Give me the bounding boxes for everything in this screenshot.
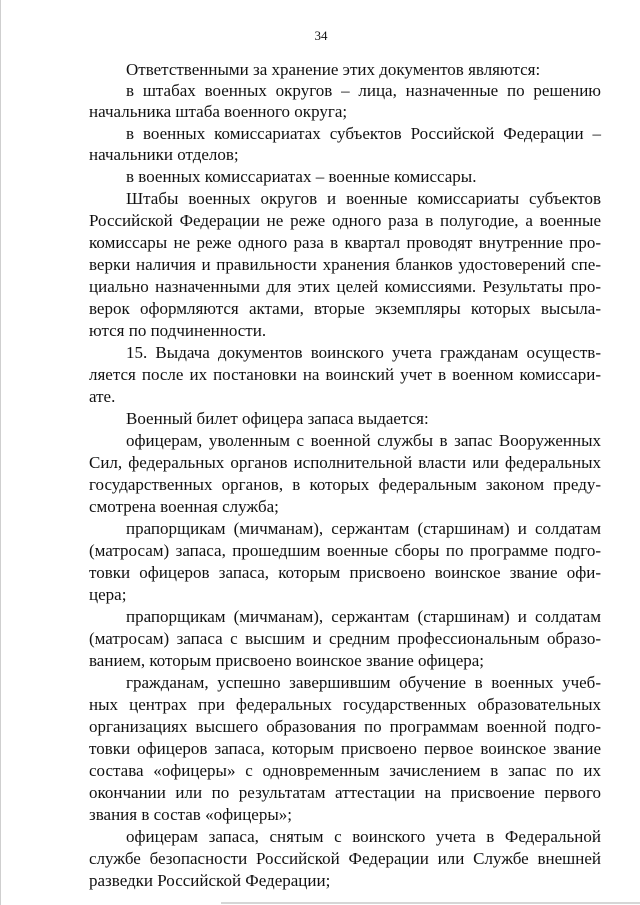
text-line: ных центрах при федеральных государственных образовательных: [89, 695, 601, 714]
text-line: разведки Российской Федерации;: [89, 871, 331, 890]
text-line: прапорщикам (мичманам), сержантам (старшинам) и солдатам: [126, 519, 601, 538]
text-line: гражданам, успешно завершившим обучение в военных учеб-: [126, 673, 601, 692]
text-line: состава «офицеры» с одновременным зачислением в запас по их: [89, 761, 601, 780]
page-number: 34: [314, 28, 328, 43]
text-line: ате.: [89, 387, 116, 406]
text-line: (матросам) запаса, прошедшим военные сборы по программе подго-: [89, 541, 601, 560]
text-line: циально назначенными для этих целей комиссиями. Результаты про-: [89, 277, 601, 296]
text-line: службе безопасности Российской Федерации или Службе внешней: [89, 849, 601, 868]
text-line: звания в состав «офицеры»;: [89, 805, 292, 824]
text-line: Сил, федеральных органов исполнительной власти или федеральных: [89, 453, 601, 472]
text-line: окончании или по результатам аттестации на присвоение первого: [89, 783, 601, 802]
text-line: смотрена военная служба;: [89, 497, 279, 516]
text-line: прапорщикам (мичманам), сержантам (старшинам) и солдатам: [126, 607, 601, 626]
text-line: верок оформляются актами, вторые экземпляры которых высыла-: [89, 299, 601, 318]
text-line: Военный билет офицера запаса выдается:: [126, 409, 429, 428]
text-line: в штабах военных округов – лица, назначенные по решению: [126, 81, 601, 100]
text-line: начальника штаба военного округа;: [89, 102, 348, 121]
text-line: организациях высшего образования по программам военной подго-: [89, 717, 601, 736]
text-line: офицерам запаса, снятым с воинского учета в Федеральной: [126, 827, 601, 846]
text-line: 15. Выдача документов воинского учета гражданам осуществ-: [126, 343, 601, 362]
text-line: Штабы военных округов и военные комиссариаты субъектов: [126, 189, 601, 208]
text-line: офицерам, уволенным с военной службы в запас Вооруженных: [126, 431, 601, 450]
text-line: в военных комиссариатах – военные комиссары.: [126, 167, 477, 186]
text-line: цера;: [89, 585, 127, 604]
scan-edge-divider: [221, 902, 640, 904]
text-line: ванием, которым присвоено воинское звание офицера;: [89, 651, 485, 670]
text-line: начальники отделов;: [89, 145, 239, 164]
text-line: Ответственными за хранение этих документов являются:: [126, 60, 541, 79]
text-line: государственных органов, в которых федеральным законом преду-: [89, 475, 601, 494]
text-line: верки наличия и правильности хранения бланков удостоверений спе-: [89, 255, 601, 274]
text-line: комиссары не реже одного раза в квартал проводят внутренние про-: [89, 233, 601, 252]
text-line: товки офицеров запаса, которым присвоено воинское звание офи-: [89, 563, 601, 582]
text-line: в военных комиссариатах субъектов Российской Федерации –: [126, 124, 601, 143]
text-line: ляется после их постановки на воинский учет в военном комиссари-: [89, 365, 601, 384]
text-line: ются по подчиненности.: [89, 321, 267, 340]
text-line: товки офицеров запаса, которым присвоено первое воинское звание: [89, 739, 601, 758]
text-line: Российской Федерации не реже одного раза в полугодие, а военные: [89, 211, 601, 230]
text-line: (матросам) запаса с высшим и средним профессиональным образо-: [89, 629, 601, 648]
